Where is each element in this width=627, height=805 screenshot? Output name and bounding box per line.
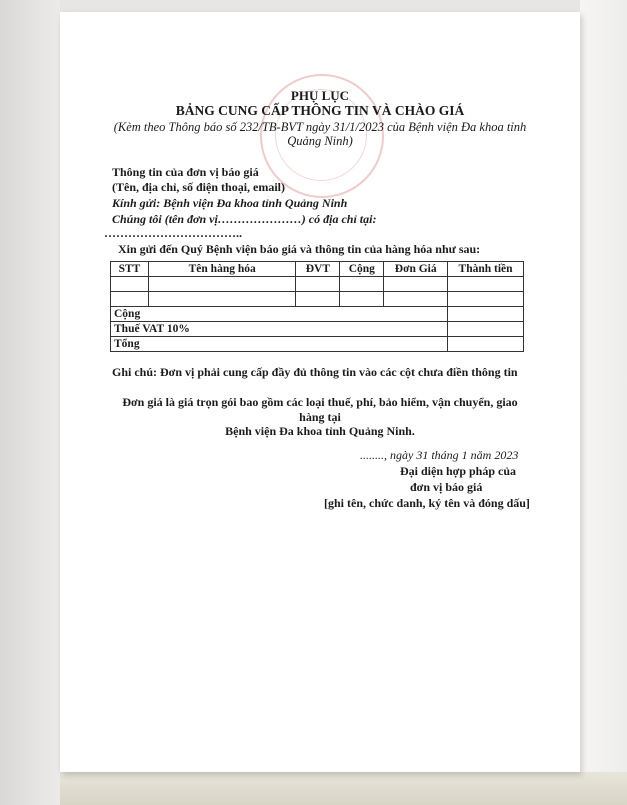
- header-unit: ĐVT: [296, 262, 340, 277]
- summary-label: Tổng: [111, 337, 448, 352]
- summary-row-vat: [111, 322, 524, 337]
- dotted-line: ……………………………..: [104, 226, 242, 240]
- table-cell: [448, 277, 524, 292]
- we-line: Chúng tôi (tên đơn vị…………………) có địa chỉ tại:: [112, 212, 377, 226]
- summary-label: Cộng: [111, 307, 448, 322]
- main-title: BẢNG CUNG CẤP THÔNG TIN VÀ CHÀO GIÁ: [175, 103, 465, 118]
- appendix-title: PHỤ LỤC: [290, 88, 350, 103]
- header-stt: STT: [111, 262, 149, 277]
- table-cell: [448, 322, 524, 337]
- addressee: Kính gửi: Bệnh viện Đa khoa tỉnh Quảng Ninh: [112, 196, 348, 210]
- header-unit-price: Đơn Giá: [384, 262, 448, 277]
- header-quantity: Cộng: [340, 262, 384, 277]
- summary-row-total: [111, 307, 524, 322]
- table-cell: [340, 292, 384, 307]
- quotation-table: [110, 261, 524, 352]
- table-cell: [384, 277, 448, 292]
- summary-row-grand-total: [111, 337, 524, 352]
- signature-rep-line2: đơn vị báo giá: [410, 480, 483, 494]
- background-left: [0, 0, 60, 805]
- signature-date: ........, ngày 31 tháng 1 năm 2023: [360, 448, 519, 462]
- intro-text: Xin gửi đến Quý Bệnh viện báo giá và thông tin của hàng hóa như sau:: [118, 242, 481, 256]
- table-cell: [448, 337, 524, 352]
- price-line: Đơn giá là giá trọn gói bao gồm các loại thuế, phí, bảo hiểm, vận chuyển, giao hàng tại: [122, 395, 518, 424]
- table-cell: [448, 292, 524, 307]
- table-header-row: [111, 262, 524, 277]
- background-bottom: [60, 772, 627, 805]
- vendor-info-label: Thông tin của đơn vị báo giá: [112, 165, 259, 179]
- document-page: [60, 12, 580, 772]
- table-row: [111, 277, 524, 292]
- table-cell: [296, 292, 340, 307]
- table-cell: [384, 292, 448, 307]
- table-cell: [448, 307, 524, 322]
- signature-rep-line1: Đại diện hợp pháp của: [400, 464, 517, 478]
- table-cell: [148, 292, 295, 307]
- hospital-line: Bệnh viện Đa khoa tỉnh Quảng Ninh.: [225, 424, 415, 438]
- note-line: Ghi chú: Đơn vị phải cung cấp đầy đủ thông tin vào các cột chưa điền thông tin: [112, 365, 518, 379]
- summary-label: Thuế VAT 10%: [111, 322, 448, 337]
- signature-instruction: [ghi tên, chức danh, ký tên và đóng dấu]: [324, 496, 530, 510]
- table-row: [111, 292, 524, 307]
- table-cell: [111, 292, 149, 307]
- table-cell: [111, 277, 149, 292]
- header-amount: Thành tiền: [448, 262, 524, 277]
- reference-note: (Kèm theo Thông báo số 232/TB-BVT ngày 31/1/2023 của Bệnh viện Đa khoa tỉnh Quảng Ninh): [113, 120, 527, 148]
- table-cell: [296, 277, 340, 292]
- header-item-name: Tên hàng hóa: [148, 262, 295, 277]
- background-sheet-right: [580, 0, 627, 805]
- table-cell: [340, 277, 384, 292]
- vendor-info-hint: (Tên, địa chỉ, số điện thoại, email): [112, 180, 286, 194]
- table-cell: [148, 277, 295, 292]
